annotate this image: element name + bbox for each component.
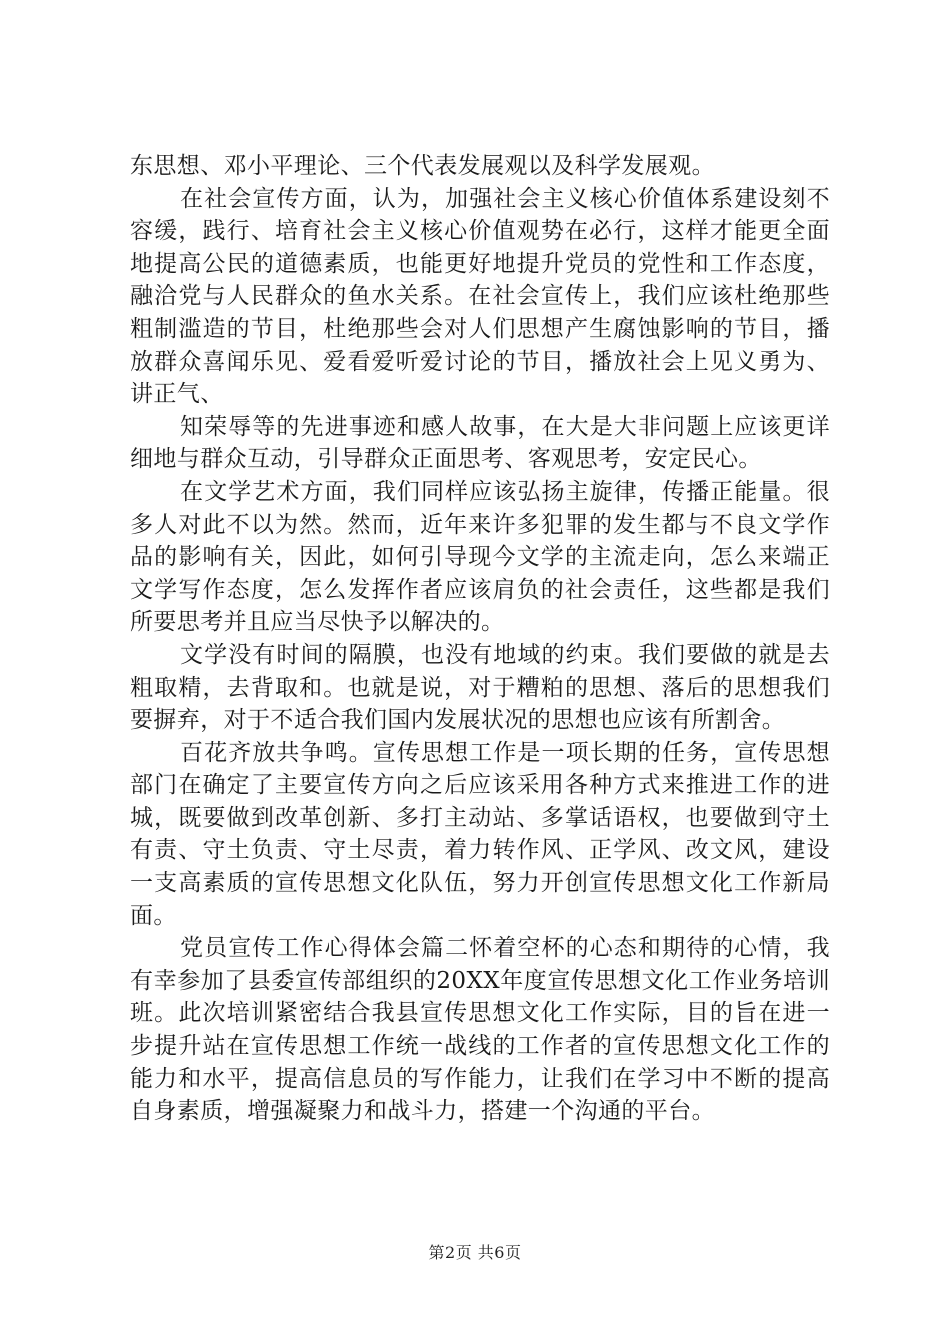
paragraph-7: 党员宣传工作心得体会篇二怀着空杯的心态和期待的心情，我有幸参加了县委宣传部组织的20XX年度宣传思想文化工作业务培训班。此次培训紧密结合我县宣传思想文化工作实际，目的旨在进一步提升站在宣传思想工作统一战线的工作者的宣传思想文化工作的能力和水平，提高信息员的写作能力，让我们在学习中不断的提高自身素质，增强凝聚力和战斗力，搭建一个沟通的平台。 (130, 935, 830, 1125)
paragraph-6: 百花齐放共争鸣。宣传思想工作是一项长期的任务，宣传思想部门在确定了主要宣传方向之后应该采用各种方式来推进工作的进城，既要做到改革创新、多打主动站、多掌话语权，也要做到守土有责、守土负责、守土尽责，着力转作风、正学风、改文风，建设一支高素质的宣传思想文化队伍，努力开创宣传思想文化工作新局面。 (130, 739, 830, 929)
page-number: 第2页 共6页 (428, 1243, 522, 1262)
paragraph-2: 在社会宣传方面，认为，加强社会主义核心价值体系建设刻不容缓，践行、培育社会主义核心价值观势在必行，这样才能更全面地提高公民的道德素质，也能更好地提升党员的党性和工作态度，融洽党与人民群众的鱼水关系。在社会宣传上，我们应该杜绝那些粗制滥造的节目，杜绝那些会对人们思想产生腐蚀影响的节目，播放群众喜闻乐见、爱看爱听爱讨论的节目，播放社会上见义勇为、讲正气、 (130, 185, 830, 408)
paragraph-1: 东思想、邓小平理论、三个代表发展观以及科学发展观。 (130, 153, 715, 179)
document-body (130, 150, 830, 1128)
page-footer (0, 1240, 950, 1263)
paragraph-4: 在文学艺术方面，我们同样应该弘扬主旋律，传播正能量。很多人对此不以为然。然而，近年来许多犯罪的发生都与不良文学作品的影响有关，因此，如何引导现今文学的主流走向，怎么来端正文学写作态度，怎么发挥作者应该肩负的社会责任，这些都是我们所要思考并且应当尽快予以解决的。 (130, 478, 830, 636)
paragraph-3: 知荣辱等的先进事迹和感人故事，在大是大非问题上应该更详细地与群众互动，引导群众正面思考、客观思考，安定民心。 (130, 413, 830, 473)
paragraph-5: 文学没有时间的隔膜，也没有地域的约束。我们要做的就是去粗取精，去背取和。也就是说，对于糟粕的思想、落后的思想我们要摒弃，对于不适合我们国内发展状况的思想也应该有所割舍。 (130, 641, 830, 734)
